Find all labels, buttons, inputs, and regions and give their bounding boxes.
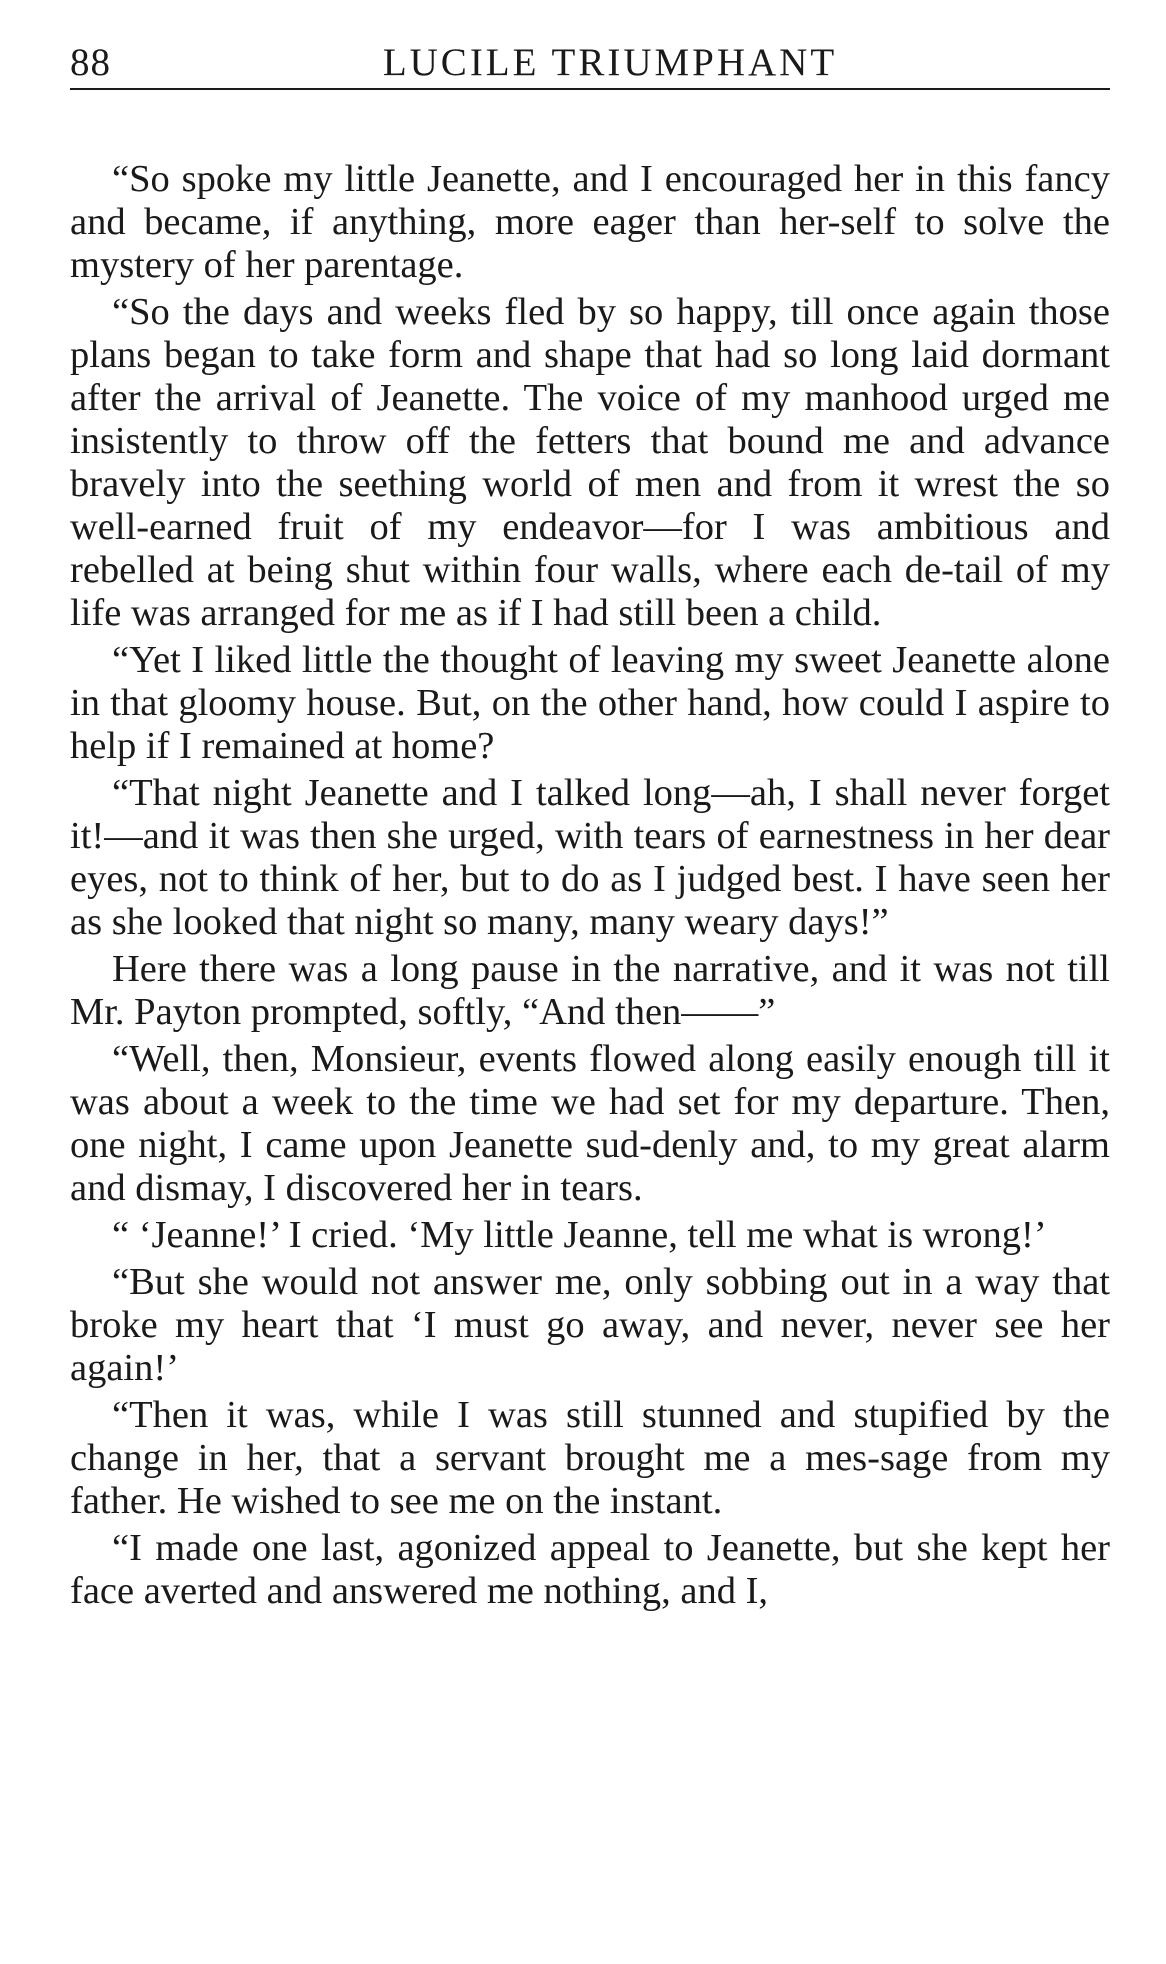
page-number: 88 bbox=[70, 41, 111, 84]
paragraph: “Then it was, while I was still stunned and stupified by the change in her, that a servant brought me a mes-sage from my father. He wished to see me on the instant. bbox=[70, 1394, 1110, 1522]
paragraph: Here there was a long pause in the narrative, and it was not till Mr. Payton prompted, softly, “And then——” bbox=[70, 948, 1110, 1033]
paragraph: “So the days and weeks fled by so happy, till once again those plans began to take form and shape that had so long laid dormant after the arrival of Jeanette. The voice of my manhood urged me insistently to throw off the fetters that bound me and advance bravely into the seething world of men and from it wrest the so well-earned fruit of my endeavor—for I was ambitious and rebelled at being shut within four walls, where each de-tail of my life was arranged for me as if I had still been a child. bbox=[70, 291, 1110, 634]
paragraph: “I made one last, agonized appeal to Jeanette, but she kept her face averted and answered me nothing, and I, bbox=[70, 1527, 1110, 1612]
body-text bbox=[70, 158, 1110, 1617]
paragraph: “So spoke my little Jeanette, and I encouraged her in this fancy and became, if anything, more eager than her-self to solve the mystery of her parentage. bbox=[70, 158, 1110, 286]
running-title: LUCILE TRIUMPHANT bbox=[382, 41, 838, 84]
paragraph: “But she would not answer me, only sobbing out in a way that broke my heart that ‘I must go away, and never, never see her again!’ bbox=[70, 1261, 1110, 1389]
paragraph: “Well, then, Monsieur, events flowed along easily enough till it was about a week to the time we had set for my departure. Then, one night, I came upon Jeanette sud-denly and, to my great alarm and dismay, I discovered her in tears. bbox=[70, 1038, 1110, 1209]
paragraph: “That night Jeanette and I talked long—ah, I shall never forget it!—and it was then she urged, with tears of earnestness in her dear eyes, not to think of her, but to do as I judged best. I have seen her as she looked that night so many, many weary days!” bbox=[70, 772, 1110, 943]
paragraph: “Yet I liked little the thought of leaving my sweet Jeanette alone in that gloomy house. But, on the other hand, how could I aspire to help if I remained at home? bbox=[70, 639, 1110, 767]
page-header bbox=[70, 38, 1110, 90]
paragraph: “ ‘Jeanne!’ I cried. ‘My little Jeanne, tell me what is wrong!’ bbox=[112, 1214, 1047, 1256]
